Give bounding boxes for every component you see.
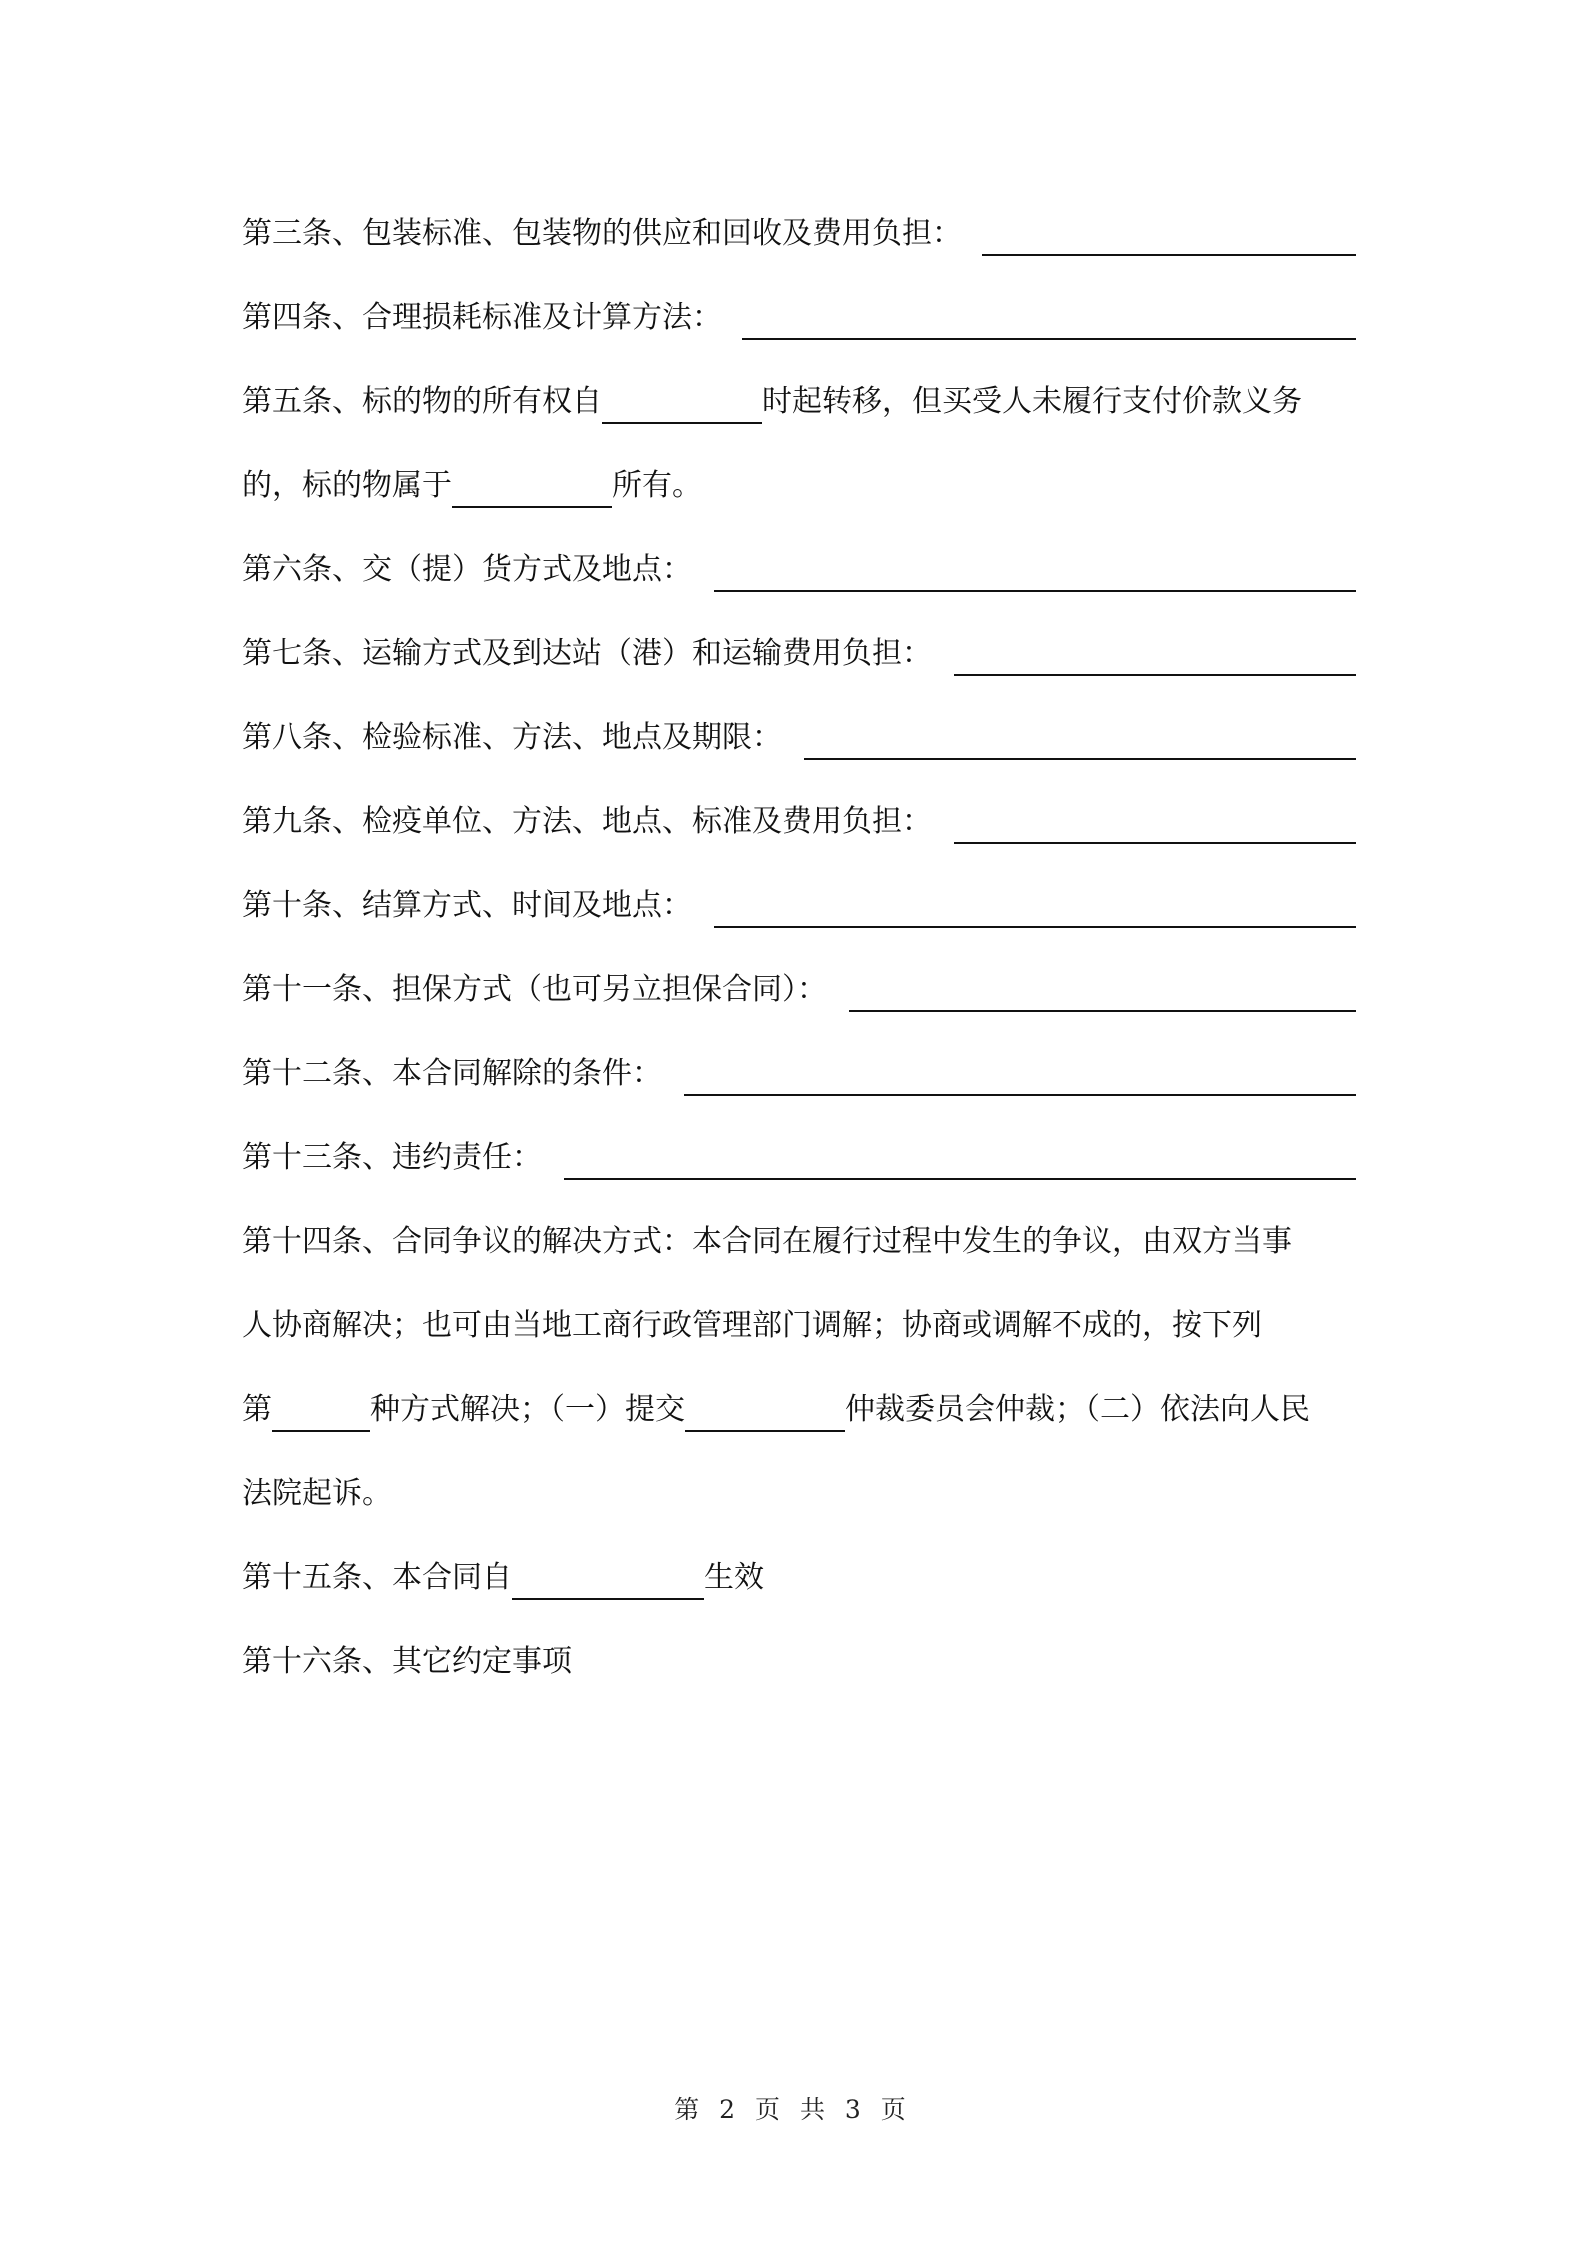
clause-14-text-b: 人协商解决；也可由当地工商行政管理部门调解；协商或调解不成的，按下列 bbox=[242, 1308, 1262, 1343]
clause-7-blank[interactable] bbox=[954, 636, 1356, 676]
clause-10 bbox=[242, 868, 1356, 928]
clause-10-text: 第十条、结算方式、时间及地点： bbox=[242, 888, 692, 923]
clause-14-blank-arbitration[interactable] bbox=[685, 1392, 845, 1432]
clause-5-text-b: 时起转移，但买受人未履行支付价款义务 bbox=[762, 384, 1302, 419]
clause-16 bbox=[242, 1624, 1356, 1684]
clause-12-blank[interactable] bbox=[684, 1056, 1356, 1096]
clause-14-text-c3: 仲裁委员会仲裁；（二）依法向人民 bbox=[845, 1392, 1310, 1427]
clause-15-text-b: 生效 bbox=[704, 1560, 764, 1595]
clause-14-text-c2: 种方式解决；（一）提交 bbox=[370, 1392, 685, 1427]
clause-5-text-c: 的，标的物属于 bbox=[242, 468, 452, 503]
clause-5-blank-owner[interactable] bbox=[452, 468, 612, 508]
clause-4-blank[interactable] bbox=[742, 300, 1356, 340]
clause-11 bbox=[242, 952, 1356, 1012]
clause-14-line-1 bbox=[242, 1204, 1356, 1264]
clause-5-text-d: 所有。 bbox=[612, 468, 702, 503]
clause-15-text-a: 第十五条、本合同自 bbox=[242, 1560, 512, 1595]
clause-8 bbox=[242, 700, 1356, 760]
clause-12-text: 第十二条、本合同解除的条件： bbox=[242, 1056, 662, 1091]
clause-9 bbox=[242, 784, 1356, 844]
clause-16-text: 第十六条、其它约定事项 bbox=[242, 1644, 572, 1679]
clause-5-text-a: 第五条、标的物的所有权自 bbox=[242, 384, 602, 419]
clause-14-line-3 bbox=[242, 1372, 1356, 1432]
clause-3 bbox=[242, 196, 1356, 256]
clause-7-text: 第七条、运输方式及到达站（港）和运输费用负担： bbox=[242, 636, 932, 671]
clause-14-text-c1: 第 bbox=[242, 1392, 272, 1427]
clause-13-blank[interactable] bbox=[564, 1140, 1356, 1180]
clause-6-blank[interactable] bbox=[714, 552, 1356, 592]
clause-5-blank-time[interactable] bbox=[602, 384, 762, 424]
clause-8-text: 第八条、检验标准、方法、地点及期限： bbox=[242, 720, 782, 755]
clause-15 bbox=[242, 1540, 1356, 1600]
clause-12 bbox=[242, 1036, 1356, 1096]
clause-13-text: 第十三条、违约责任： bbox=[242, 1140, 542, 1175]
clause-5-line-1 bbox=[242, 364, 1356, 424]
clause-15-blank-effective[interactable] bbox=[512, 1560, 704, 1600]
clause-10-blank[interactable] bbox=[714, 888, 1356, 928]
clause-6 bbox=[242, 532, 1356, 592]
clause-11-text: 第十一条、担保方式（也可另立担保合同）： bbox=[242, 972, 827, 1007]
clause-8-blank[interactable] bbox=[804, 720, 1356, 760]
clause-3-text: 第三条、包装标准、包装物的供应和回收及费用负担： bbox=[242, 216, 962, 251]
clause-14-line-2 bbox=[242, 1288, 1356, 1348]
clause-6-text: 第六条、交（提）货方式及地点： bbox=[242, 552, 692, 587]
clause-14-text-d: 法院起诉。 bbox=[242, 1476, 392, 1511]
clause-11-blank[interactable] bbox=[849, 972, 1356, 1012]
clause-7 bbox=[242, 616, 1356, 676]
clause-5-line-2 bbox=[242, 448, 1356, 508]
page-number-footer: 第 2 页 共 3 页 bbox=[674, 2095, 912, 2124]
clause-3-blank[interactable] bbox=[982, 216, 1356, 256]
clause-9-text: 第九条、检疫单位、方法、地点、标准及费用负担： bbox=[242, 804, 932, 839]
clause-9-blank[interactable] bbox=[954, 804, 1356, 844]
clause-14-line-4 bbox=[242, 1456, 1356, 1516]
clause-14-text-a: 第十四条、合同争议的解决方式：本合同在履行过程中发生的争议，由双方当事 bbox=[242, 1224, 1292, 1259]
clause-4-text: 第四条、合理损耗标准及计算方法： bbox=[242, 300, 722, 335]
clause-4 bbox=[242, 280, 1356, 340]
clause-13 bbox=[242, 1120, 1356, 1180]
clause-14-blank-option[interactable] bbox=[272, 1392, 370, 1432]
